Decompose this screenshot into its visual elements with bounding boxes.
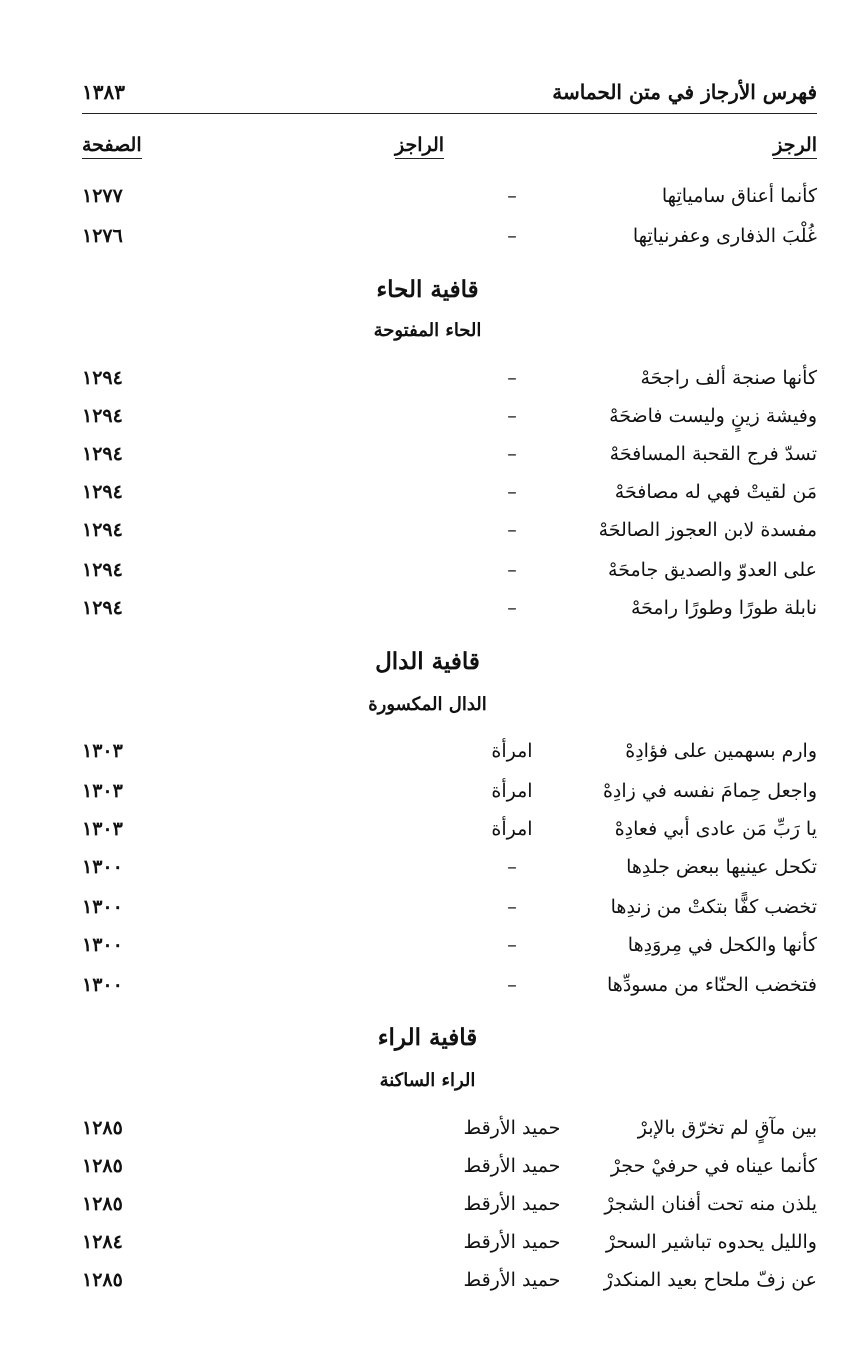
page-cell: ١٢٩٤ — [82, 559, 123, 581]
table-row — [82, 481, 817, 515]
poet-cell: امرأة — [491, 818, 533, 840]
poet-cell: – — [507, 481, 517, 503]
page-cell: ١٢٩٤ — [82, 367, 123, 389]
poet-cell: حميد الأرقط — [463, 1155, 561, 1177]
poet-cell: امرأة — [491, 780, 533, 802]
table-row — [82, 1117, 817, 1151]
poet-cell: – — [507, 225, 517, 247]
table-row — [82, 780, 817, 814]
poet-cell: حميد الأرقط — [463, 1117, 561, 1139]
section-title: قافية الحاء — [376, 276, 479, 303]
column-header-verse: الرجز — [773, 134, 817, 159]
table-row — [82, 559, 817, 593]
section-title: قافية الدال — [375, 648, 480, 675]
page-cell: ١٣٠٠ — [82, 896, 123, 918]
table-row — [82, 818, 817, 852]
verse-cell: مَن لقيتْ فهي له مصافحَهْ — [614, 481, 817, 503]
table-row — [82, 443, 817, 477]
page-cell: ١٢٩٤ — [82, 597, 123, 619]
header-page-number: ١٣٨٣ — [82, 80, 125, 104]
poet-cell: – — [507, 405, 517, 427]
page-cell: ١٢٨٤ — [82, 1231, 123, 1253]
poet-cell: حميد الأرقط — [463, 1193, 561, 1215]
verse-cell: كأنما عيناه في حرفيْ حجرْ — [610, 1155, 817, 1177]
poet-cell: – — [507, 443, 517, 465]
verse-cell: والليل يحدوه تباشير السحرْ — [605, 1231, 817, 1253]
verse-cell: كأنما أعناق سامياتِها — [661, 185, 817, 207]
page-cell: ١٢٨٥ — [82, 1269, 123, 1291]
table-row — [82, 896, 817, 930]
table-row — [82, 597, 817, 631]
column-header-poet: الراجز — [395, 134, 444, 159]
page-cell: ١٢٩٤ — [82, 405, 123, 427]
verse-cell: غُلْبَ الذفارى وعفرنياتِها — [632, 225, 817, 247]
verse-cell: كأنها والكحل في مِروَدِها — [627, 934, 817, 956]
verse-cell: على العدوّ والصديق جامحَهْ — [608, 559, 817, 581]
verse-cell: عن زفّ ملحاح بعيد المنكدرْ — [603, 1269, 817, 1291]
section-subtitle: الدال المكسورة — [368, 694, 487, 715]
page-cell: ١٢٩٤ — [82, 519, 123, 541]
poet-cell: – — [507, 934, 517, 956]
table-row — [82, 856, 817, 890]
table-row — [82, 740, 817, 774]
table-row — [82, 405, 817, 439]
page-cell: ١٢٧٦ — [82, 225, 123, 247]
verse-cell: واجعل حِمامَ نفسه في زادِهْ — [602, 780, 817, 802]
table-row — [82, 1193, 817, 1227]
page-cell: ١٢٩٤ — [82, 443, 123, 465]
poet-cell: – — [507, 896, 517, 918]
poet-cell: حميد الأرقط — [463, 1269, 561, 1291]
page-cell: ١٣٠٠ — [82, 934, 123, 956]
poet-cell: امرأة — [491, 740, 533, 762]
table-row — [82, 974, 817, 1008]
section-subtitle: الراء الساكنة — [379, 1070, 476, 1091]
verse-cell: نابلة طورًا وطورًا رامحَهْ — [630, 597, 817, 619]
table-row — [82, 1155, 817, 1189]
header-rule — [82, 113, 817, 114]
verse-cell: بين مآقٍ لم تخرّق بالإبرْ — [637, 1117, 817, 1139]
poet-cell: حميد الأرقط — [463, 1231, 561, 1253]
page-cell: ١٣٠٣ — [82, 780, 123, 802]
verse-cell: كأنها صنجة ألف راجحَهْ — [640, 367, 817, 389]
table-row — [82, 185, 817, 219]
page-cell: ١٣٠٣ — [82, 740, 123, 762]
page-header — [82, 78, 817, 114]
page-cell: ١٣٠٠ — [82, 856, 123, 878]
verse-cell: تسدّ فرج القحبة المسافحَهْ — [609, 443, 817, 465]
verse-cell: يا رَبِّ مَن عادى أبي فعادِهْ — [614, 818, 817, 840]
section-title: قافية الراء — [377, 1024, 478, 1051]
table-row — [82, 1231, 817, 1265]
page-cell: ١٢٨٥ — [82, 1155, 123, 1177]
verse-cell: تخضب كفًّا بتكتْ من زندِها — [610, 896, 817, 918]
table-row — [82, 1269, 817, 1303]
page-cell: ١٢٨٥ — [82, 1193, 123, 1215]
table-row — [82, 367, 817, 401]
page-cell: ١٢٩٤ — [82, 481, 123, 503]
poet-cell: – — [507, 519, 517, 541]
poet-cell: – — [507, 856, 517, 878]
verse-cell: مفسدة لابن العجوز الصالحَهْ — [598, 519, 817, 541]
verse-cell: وفيشة زينٍ وليست فاضحَهْ — [609, 405, 817, 427]
poet-cell: – — [507, 974, 517, 996]
page-cell: ١٣٠٠ — [82, 974, 123, 996]
poet-cell: – — [507, 597, 517, 619]
poet-cell: – — [507, 185, 517, 207]
header-title: فهرس الأرجاز في متن الحماسة — [552, 80, 817, 104]
verse-cell: تكحل عينيها ببعض جلدِها — [626, 856, 817, 878]
table-row — [82, 934, 817, 968]
table-row — [82, 225, 817, 259]
page-cell: ١٢٧٧ — [82, 185, 123, 207]
verse-cell: فتخضب الحنّاء من مسودِّها — [607, 974, 817, 996]
poet-cell: – — [507, 559, 517, 581]
poet-cell: – — [507, 367, 517, 389]
verse-cell: وارم بسهمين على فؤادِهْ — [625, 740, 817, 762]
page-cell: ١٢٨٥ — [82, 1117, 123, 1139]
section-subtitle: الحاء المفتوحة — [373, 320, 482, 341]
table-row — [82, 519, 817, 553]
column-header-page: الصفحة — [82, 134, 142, 159]
verse-cell: يلذن منه تحت أفنان الشجرْ — [604, 1193, 817, 1215]
page-cell: ١٣٠٣ — [82, 818, 123, 840]
